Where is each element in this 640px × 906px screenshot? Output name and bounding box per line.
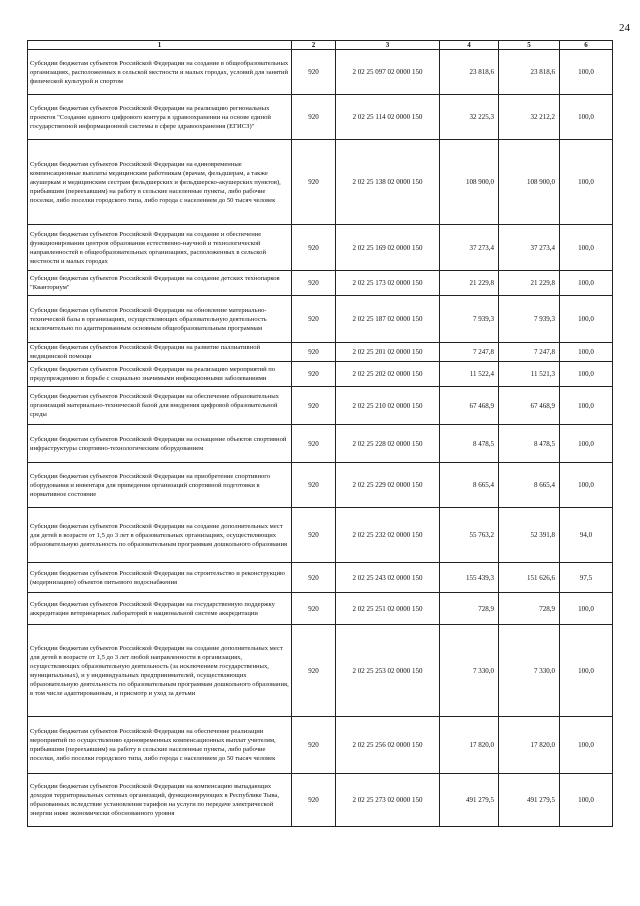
- row-percent-value: 100,0: [560, 425, 613, 463]
- row-description: Субсидии бюджетам субъектов Российской Федерации на развитие паллиативной медицинской помощи: [28, 343, 292, 362]
- row-administrator-code: 920: [292, 463, 336, 508]
- row-fact-value: 52 391,8: [499, 508, 560, 563]
- row-fact-value: 151 626,6: [499, 563, 560, 593]
- row-administrator-code: 920: [292, 343, 336, 362]
- row-administrator-code: 920: [292, 425, 336, 463]
- row-administrator-code: 920: [292, 95, 336, 140]
- row-fact-value: 7 247,8: [499, 343, 560, 362]
- row-administrator-code: 920: [292, 271, 336, 296]
- row-fact-value: 17 820,0: [499, 717, 560, 774]
- row-budget-code: 2 02 25 228 02 0000 150: [336, 425, 440, 463]
- row-fact-value: 491 279,5: [499, 774, 560, 827]
- table-row: [28, 140, 613, 225]
- row-percent-value: 100,0: [560, 463, 613, 508]
- row-plan-value: 32 225,3: [440, 95, 499, 140]
- row-description: Субсидии бюджетам субъектов Российской Федерации на создание дополнительных мест для детей в возрасте от 1,5 до 3 лет в образовательных организациях, осуществляющих образовательную деятельность по образовательным программам дошкольного образования: [28, 508, 292, 563]
- row-fact-value: 37 273,4: [499, 225, 560, 271]
- row-plan-value: 7 939,3: [440, 296, 499, 343]
- row-budget-code: 2 02 25 187 02 0000 150: [336, 296, 440, 343]
- row-budget-code: 2 02 25 253 02 0000 150: [336, 625, 440, 717]
- row-plan-value: 11 522,4: [440, 362, 499, 387]
- row-administrator-code: 920: [292, 296, 336, 343]
- row-description: Субсидии бюджетам субъектов Российской Федерации на единовременные компенсационные выплаты медицинским работникам (врачам, фельдшерам, а также акушеркам и медицинским сестрам фельдшерских и фельдшерско-акушерских пунктов), прибывшим (переехавшим) на работу в сельские населенные пункты, либо рабочие поселки, либо поселки городского типа, либо города с населением до 50 тысяч человек: [28, 140, 292, 225]
- row-administrator-code: 920: [292, 563, 336, 593]
- row-plan-value: 67 468,9: [440, 387, 499, 425]
- row-description: Субсидии бюджетам субъектов Российской Федерации на создание детских технопарков "Кванториум": [28, 271, 292, 296]
- row-plan-value: 55 763,2: [440, 508, 499, 563]
- row-plan-value: 21 229,8: [440, 271, 499, 296]
- row-administrator-code: 920: [292, 387, 336, 425]
- row-percent-value: 100,0: [560, 271, 613, 296]
- row-fact-value: 8 665,4: [499, 463, 560, 508]
- table-row: [28, 296, 613, 343]
- table-row: [28, 463, 613, 508]
- row-description: Субсидии бюджетам субъектов Российской Федерации на обеспечение образовательных организаций материально-технической базой для внедрения цифровой образовательной среды: [28, 387, 292, 425]
- col-header-code: 3: [336, 41, 440, 50]
- row-administrator-code: 920: [292, 50, 336, 95]
- row-plan-value: 8 478,5: [440, 425, 499, 463]
- table-row: [28, 625, 613, 717]
- row-budget-code: 2 02 25 229 02 0000 150: [336, 463, 440, 508]
- col-header-percent: 6: [560, 41, 613, 50]
- row-description: Субсидии бюджетам субъектов Российской Федерации на реализацию мероприятий по предупреждению и борьбе с социально значимыми инфекционными заболеваниями: [28, 362, 292, 387]
- row-budget-code: 2 02 25 243 02 0000 150: [336, 563, 440, 593]
- row-administrator-code: 920: [292, 593, 336, 625]
- row-plan-value: 7 330,0: [440, 625, 499, 717]
- row-fact-value: 728,9: [499, 593, 560, 625]
- row-percent-value: 100,0: [560, 362, 613, 387]
- table-row: [28, 563, 613, 593]
- row-administrator-code: 920: [292, 717, 336, 774]
- row-percent-value: 100,0: [560, 387, 613, 425]
- row-percent-value: 100,0: [560, 625, 613, 717]
- row-budget-code: 2 02 25 114 02 0000 150: [336, 95, 440, 140]
- table-row: [28, 425, 613, 463]
- row-plan-value: 108 900,0: [440, 140, 499, 225]
- col-header-description: 1: [28, 41, 292, 50]
- row-budget-code: 2 02 25 169 02 0000 150: [336, 225, 440, 271]
- table-row: [28, 362, 613, 387]
- table-row: [28, 343, 613, 362]
- row-fact-value: 21 229,8: [499, 271, 560, 296]
- row-budget-code: 2 02 25 210 02 0000 150: [336, 387, 440, 425]
- row-administrator-code: 920: [292, 140, 336, 225]
- row-administrator-code: 920: [292, 508, 336, 563]
- row-description: Субсидии бюджетам субъектов Российской Федерации на создание дополнительных мест для детей в возрасте от 1,5 до 3 лет любой направленности в организациях, осуществляющих образовательную деятельность (за исключением государственных, муниципальных), и у индивидуальных предпринимателей, осуществляющих образовательную деятельность по образовательным программам дошкольного образования, в том числе адаптированным, и присмотр и уход за детьми: [28, 625, 292, 717]
- header-row: [28, 41, 613, 50]
- row-description: Субсидии бюджетам субъектов Российской Федерации на государственную поддержку аккредитации ветеринарных лабораторий в национальной системе аккредитации: [28, 593, 292, 625]
- row-plan-value: 8 665,4: [440, 463, 499, 508]
- row-fact-value: 23 818,6: [499, 50, 560, 95]
- row-percent-value: 100,0: [560, 225, 613, 271]
- row-percent-value: 100,0: [560, 140, 613, 225]
- row-plan-value: 728,9: [440, 593, 499, 625]
- row-percent-value: 100,0: [560, 95, 613, 140]
- row-budget-code: 2 02 25 251 02 0000 150: [336, 593, 440, 625]
- table-row: [28, 225, 613, 271]
- row-description: Субсидии бюджетам субъектов Российской Федерации на оснащение объектов спортивной инфраструктуры спортивно-технологическим оборудованием: [28, 425, 292, 463]
- budget-table: [27, 40, 613, 827]
- row-budget-code: 2 02 25 138 02 0000 150: [336, 140, 440, 225]
- row-plan-value: 7 247,8: [440, 343, 499, 362]
- col-header-fact: 5: [499, 41, 560, 50]
- row-administrator-code: 920: [292, 625, 336, 717]
- col-header-plan: 4: [440, 41, 499, 50]
- row-description: Субсидии бюджетам субъектов Российской Федерации на создание в общеобразовательных организациях, расположенных в сельской местности и малых городах, условий для занятий физической культурой и спортом: [28, 50, 292, 95]
- table-row: [28, 95, 613, 140]
- row-percent-value: 100,0: [560, 774, 613, 827]
- row-administrator-code: 920: [292, 774, 336, 827]
- table-row: [28, 774, 613, 827]
- row-fact-value: 32 212,2: [499, 95, 560, 140]
- row-percent-value: 100,0: [560, 343, 613, 362]
- row-plan-value: 37 273,4: [440, 225, 499, 271]
- table-row: [28, 271, 613, 296]
- row-percent-value: 94,0: [560, 508, 613, 563]
- row-budget-code: 2 02 25 201 02 0000 150: [336, 343, 440, 362]
- table-row: [28, 50, 613, 95]
- row-percent-value: 100,0: [560, 50, 613, 95]
- row-description: Субсидии бюджетам субъектов Российской Федерации на обеспечение реализации мероприятий по осуществлению единовременных компенсационных выплат учителям, прибывшим (переехавшим) на работу в сельские населенные пункты, либо рабочие поселки, либо поселки городского типа, либо города с населением до 50 тысяч человек: [28, 717, 292, 774]
- row-fact-value: 67 468,9: [499, 387, 560, 425]
- table-row: [28, 387, 613, 425]
- row-budget-code: 2 02 25 273 02 0000 150: [336, 774, 440, 827]
- row-description: Субсидии бюджетам субъектов Российской Федерации на приобретение спортивного оборудования и инвентаря для приведения организаций спортивной подготовки в нормативное состояние: [28, 463, 292, 508]
- row-plan-value: 23 818,6: [440, 50, 499, 95]
- row-percent-value: 100,0: [560, 593, 613, 625]
- row-plan-value: 17 820,0: [440, 717, 499, 774]
- row-budget-code: 2 02 25 202 02 0000 150: [336, 362, 440, 387]
- row-percent-value: 100,0: [560, 296, 613, 343]
- row-plan-value: 155 439,3: [440, 563, 499, 593]
- table-row: [28, 508, 613, 563]
- col-header-administrator: 2: [292, 41, 336, 50]
- table-row: [28, 593, 613, 625]
- row-description: Субсидии бюджетам субъектов Российской Федерации на создание и обеспечение функционирования центров образования естественно-научной и технологической направленностей в общеобразовательных организациях, расположенных в сельской местности и малых городах: [28, 225, 292, 271]
- row-plan-value: 491 279,5: [440, 774, 499, 827]
- row-budget-code: 2 02 25 173 02 0000 150: [336, 271, 440, 296]
- row-administrator-code: 920: [292, 225, 336, 271]
- row-fact-value: 8 478,5: [499, 425, 560, 463]
- row-fact-value: 11 521,3: [499, 362, 560, 387]
- row-budget-code: 2 02 25 256 02 0000 150: [336, 717, 440, 774]
- table-row: [28, 717, 613, 774]
- row-percent-value: 97,5: [560, 563, 613, 593]
- row-description: Субсидии бюджетам субъектов Российской Федерации на реализацию региональных проектов "Создание единого цифрового контура в здравоохранении на основе единой государственной информационной системы в сфере здравоохранения (ЕГИСЗ)": [28, 95, 292, 140]
- row-fact-value: 7 939,3: [499, 296, 560, 343]
- row-description: Субсидии бюджетам субъектов Российской Федерации на обновление материально-технической базы в организациях, осуществляющих образовательную деятельность исключительно по адаптированным основным общеобразовательным программам: [28, 296, 292, 343]
- page-number: 24: [619, 22, 630, 34]
- row-description: Субсидии бюджетам субъектов Российской Федерации на компенсацию выпадающих доходов территориальных сетевых организаций, функционирующих в Республике Тыва, образованных вследствие установления тарифов на услуги по передаче электрической энергии ниже экономически обоснованного уровня: [28, 774, 292, 827]
- row-fact-value: 7 330,0: [499, 625, 560, 717]
- row-description: Субсидии бюджетам субъектов Российской Федерации на строительство и реконструкцию (модернизацию) объектов питьевого водоснабжения: [28, 563, 292, 593]
- row-fact-value: 108 900,0: [499, 140, 560, 225]
- row-budget-code: 2 02 25 097 02 0000 150: [336, 50, 440, 95]
- row-percent-value: 100,0: [560, 717, 613, 774]
- row-budget-code: 2 02 25 232 02 0000 150: [336, 508, 440, 563]
- row-administrator-code: 920: [292, 362, 336, 387]
